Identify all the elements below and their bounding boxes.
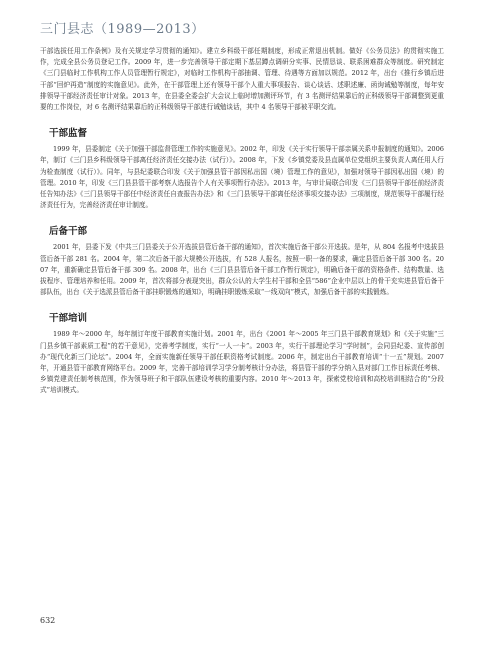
page-number: 632 xyxy=(40,616,56,625)
intro-paragraph: 干部选拔任用工作条例》及有关规定学习贯彻的通知》。建立乡科级干部任期制度，形成正常退出机制。做好《公务员法》的贯彻实施工作，完成全县公务员登记工作。2009 年，进一步完善领导干部定期下基层蹲点调研分实事、民情恳谈、联系困难群众等制度。研究制定《三门县临时工作机构工作人员管理暂行规定》，对临时工作机构干部抽调、管理、待遇等方面加以规范。2012 年，出台《推行乡镇后进干部“回炉再造”制度的实施意见》。此外，在干部管理上还有领导干部个人重大事项报告、谈心谈话、述职述廉、函询诫勉等制度，每年安排领导干部经济责任审计对象。2013 年，在县委全委会扩大会议上临时增加测评环节，有 3 名测评结果靠后的正科级领导干部调整到更重要的工作岗位，对 6 名测评结果靠后的正科级领导干部进行诫勉谈话，其中 4 名领导干部被平职交流。 xyxy=(40,47,444,112)
section-title: 干部监督 xyxy=(49,128,88,140)
section-paragraph: 2001 年，县委下发《中共三门县委关于公开选拔县管后备干部的通知》，首次实施后备干部公开选拔。是年，从 804 名报考中选拔县管后备干部 281 名。2004 年，第二次后备干部大规模公开选拔，有 528 人报名，按照一职一备的要求，确定县管后备干部 300 名。2007 年，重新确定县管后备干部 309 名。2008 年，出台《三门县县管后备干部工作暂行规定》，明确后备干部的资格条件、结构数量、选拔程序、管理培养和任用。2009 年，首次将部分表现突出，群众公认的大学生村干部和全县“586”企业中层以上的骨干充实进县管后备干部队伍，出台《关于选派县管后备干部挂职锻炼的通知》，明确挂职锻炼采取“一线双向”模式，加强后备干部的实践锻炼。 xyxy=(40,243,444,297)
section-title: 干部培训 xyxy=(49,313,88,325)
section-paragraph: 1999 年，县委制定《关于加强干部监督管理工作的实施意见》。2002 年，印发《关于实行领导干部亲属关系申报制度的通知》。2006 年，制订《三门县乡科级领导干部离任经济责任交接办法（试行）》。2008 年，下发《乡镇党委及县直属单位党组织主要负责人离任用人行为检查制度（试行）》。同年，与县纪委联合印发《关于加强县管干部因私出国（境）管理工作的意见》，加强对领导干部因私出国（境）的管理。2010 年，印发《三门县县管干部考察人选报告个人有关事项暂行办法》。2013 年，与审计局联合印发《三门县领导干部任前经济责任告知办法》《三门县领导干部任中经济责任自查报告办法》和《三门县领导干部离任经济事项交接办法》三项制度，规范领导干部履行经济责任行为，完善经济责任审计制度。 xyxy=(40,145,444,210)
section-cadre-training xyxy=(40,310,444,396)
section-reserve-cadres xyxy=(40,223,444,298)
page-content xyxy=(40,46,444,399)
section-paragraph: 1989 年～2000 年，每年制订年度干部教育实施计划。2001 年，出台《2001 年～2005 年三门县干部教育规划》和《关于实施“三门县乡镇干部素质工程”的若干意见》，完善考学制度，实行“一人一卡”。2003 年，实行干部理论学习“学时制”，会同县纪委、宣传部创办“现代化新三门论坛”。2004 年，全面实施新任领导干部任职资格考试制度。2006 年，制定出台干部教育培训“十一五”规划。2007 年，开通县管干部教育网络平台。2009 年，完善干部培训学习学分制考核计分办法，将县管干部的学分纳入县对部门工作目标责任考核、乡镇党建责任制考核范围，作为领导班子和干部队伍建设考核的重要内容。2010 年～2013 年，探索党校培训和高校培训相结合的“分段式”培训模式。 xyxy=(40,330,444,395)
running-header: 三门县志（1989—2013） xyxy=(40,22,205,37)
section-cadre-supervision xyxy=(40,125,444,211)
section-title: 后备干部 xyxy=(49,226,88,238)
